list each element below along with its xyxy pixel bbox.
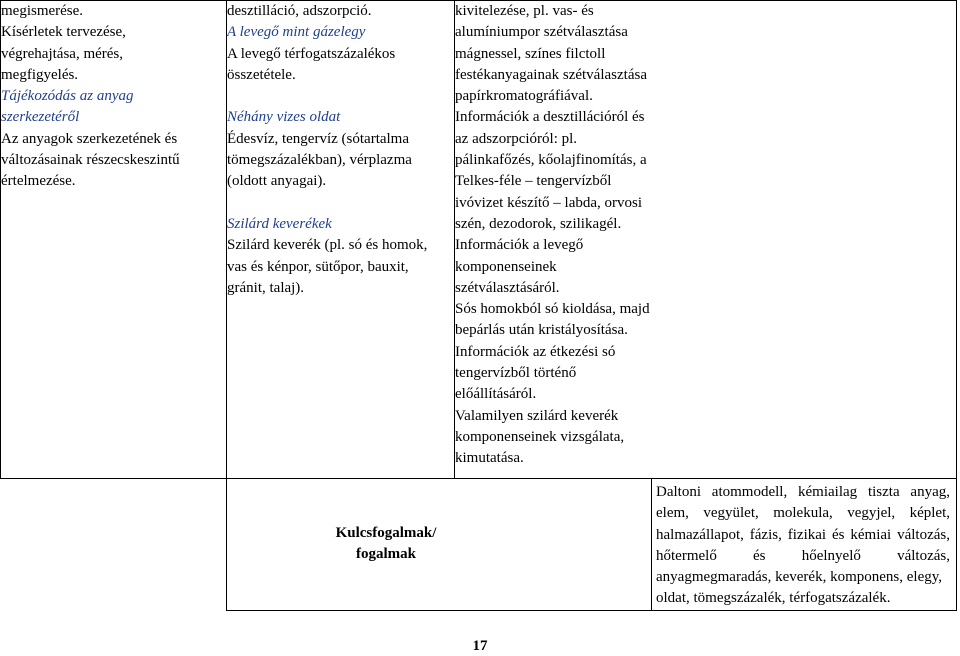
col3-line: szétválasztásáról. <box>455 279 560 296</box>
col3-line: Sós homokból só kioldása, majd <box>455 301 650 318</box>
col3-line: szén, dezodorok, szilikagél. <box>455 215 622 232</box>
col3-line: tengervízből történő <box>455 365 577 382</box>
objectives-text <box>1 1 226 193</box>
content-row <box>1 1 957 479</box>
col3-line: előállításáról. <box>455 386 537 403</box>
col3-line: bepárlás után kristályosítása. <box>455 322 628 339</box>
col2-line: desztilláció, adszorpció. <box>227 3 372 19</box>
col1-line: értelmezése. <box>1 173 76 190</box>
col3-line: kivitelezése, pl. vas- és <box>455 3 594 19</box>
col2-line: tömegszázalékban), vérplazma <box>227 152 412 169</box>
key-concepts-label-line1: Kulcsfogalmak/ <box>335 525 437 542</box>
col3-line: komponenseinek <box>455 258 557 275</box>
key-concepts-line: halmazállapot, fázis, fizikai és kémiai változás, hőtermelő és hőelnyelő változás, <box>656 526 950 564</box>
col3-line: festékanyagainak szétválasztása <box>455 66 647 83</box>
objectives-cell <box>1 1 227 479</box>
col3-line: alumíniumpor szétválasztása <box>455 24 628 41</box>
col1-line: változásainak részecskeszintű <box>1 152 180 169</box>
col1-line: Kísérletek tervezése, <box>1 24 126 41</box>
content-text <box>227 1 454 299</box>
col2-line: A levegő mint gázelegy <box>227 24 366 41</box>
col3-line: ivóvizet készítő – labda, orvosi <box>455 194 643 211</box>
col2-line: Édesvíz, tengervíz (sótartalma <box>227 130 410 147</box>
key-concepts-row <box>1 479 957 611</box>
col2-line: (oldott anyagai). <box>227 173 327 190</box>
col1-line: Az anyagok szerkezetének és <box>1 130 178 147</box>
col3-line: pálinkafőzés, kőolajfinomítás, a <box>455 152 647 169</box>
col2-line: vas és kénpor, sütőpor, bauxit, <box>227 258 409 275</box>
col2-line <box>227 193 454 214</box>
col2-line: összetétele. <box>227 66 296 83</box>
key-concepts-line: anyagmegmaradás, keverék, komponens, elegy, oldat, tömegszázalék, térfogatszázalék. <box>656 569 943 607</box>
col3-line: komponenseinek vizsgálata, <box>455 428 625 445</box>
col3-line: papírkromatográfiával. <box>455 88 593 105</box>
col3-line: Valamilyen szilárd keverék <box>455 407 619 424</box>
content-cell <box>227 1 455 479</box>
key-concepts-cell <box>652 479 957 611</box>
col3-line: az adszorpcióról: pl. <box>455 130 578 147</box>
col1-line: szerkezetéről <box>1 109 80 126</box>
col3-line: Információk a levegő <box>455 237 584 254</box>
activities-cell <box>455 1 957 479</box>
key-concepts-text <box>656 482 950 610</box>
col3-line: mágnessel, színes filctoll <box>455 45 606 62</box>
col2-line: gránit, talaj). <box>227 279 305 296</box>
col3-line: Információk a desztillációról és <box>455 109 645 126</box>
col1-line: végrehajtása, mérés, <box>1 45 124 62</box>
key-concepts-label <box>227 479 652 611</box>
col1-line: megismerése. <box>1 3 84 19</box>
col2-line: Szilárd keverékek <box>227 215 332 232</box>
col2-line: A levegő térfogatszázalékos <box>227 45 396 62</box>
col3-line: Információk az étkezési só <box>455 343 616 360</box>
col2-line: Néhány vizes oldat <box>227 109 341 126</box>
col2-line: Szilárd keverék (pl. só és homok, <box>227 237 428 254</box>
col3-line: kimutatása. <box>455 450 524 467</box>
col1-line: Tájékozódás az anyag <box>1 88 134 105</box>
col2-line <box>227 86 454 107</box>
key-concepts-label-line2: fogalmak <box>356 546 416 563</box>
key-concepts-line: Daltoni atommodell, kémiailag tiszta anyag, elem, vegyület, molekula, vegyjel, képlet, <box>656 484 950 522</box>
col1-line: megfigyelés. <box>1 66 79 83</box>
page-number: 17 <box>472 638 488 654</box>
col3-line: Telkes-féle – tengervízből <box>455 173 612 190</box>
activities-text <box>455 1 661 470</box>
